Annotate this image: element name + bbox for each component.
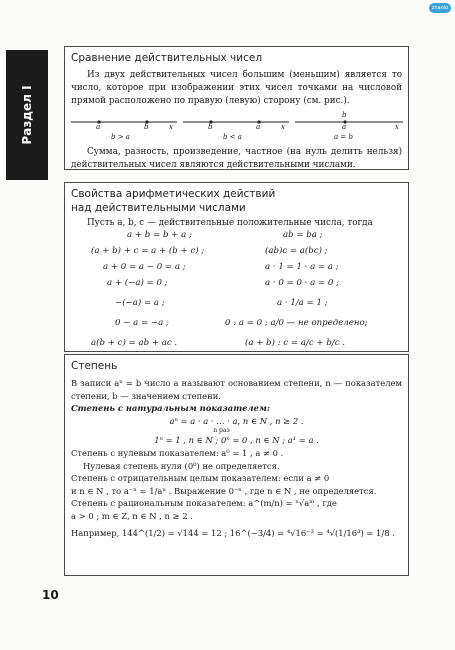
axis1-right: b	[144, 123, 149, 131]
properties-intro: Пусть a, b, c — действительные положительные числа, тогда	[87, 218, 373, 228]
right-formula: a · 1/a = 1 ;	[277, 298, 328, 308]
right-formula: (a + b) : c = a/c + b/c .	[245, 338, 345, 348]
zero-power-zero: Нулевая степень нуля (0⁰) не определяется.	[83, 460, 280, 471]
axis1-left: a	[96, 123, 101, 131]
left-formula: a(b + c) = ab + ac .	[91, 338, 178, 348]
axis2-caption: b < a	[223, 133, 242, 141]
properties-title-line2: над действительными числами	[71, 202, 246, 214]
publisher-logo: znanio	[429, 3, 451, 13]
properties-title	[65, 183, 408, 215]
left-formula: −(−a) = a ;	[115, 298, 165, 308]
left-formula: a + b = b + a ;	[127, 230, 192, 240]
natural-exponent-formula: aⁿ = a · a · … · a, n ∈ N , n ≥ 2 .	[169, 415, 304, 426]
closure-paragraph: Сумма, разность, произведение, частное (на нуль делить нельзя) действительных чисел являются действительными числами.	[71, 147, 402, 170]
properties-box	[64, 182, 409, 352]
power-content	[65, 377, 408, 539]
axis3-caption: a = b	[334, 133, 353, 141]
comparison-title: Сравнение действительных чисел	[71, 52, 263, 64]
axis2-left: b	[208, 123, 213, 131]
section-tab	[6, 50, 48, 180]
right-formula: ab = ba ;	[283, 230, 323, 240]
rational-exponent-rule: Степень с рациональным показателем: a^(m/n) = ⁿ√aᵐ , где	[71, 498, 337, 509]
axis3-over: b	[342, 111, 347, 119]
power-title: Степень	[71, 360, 118, 372]
right-formula: a · 0 = 0 · a = 0 ;	[265, 278, 339, 288]
rational-exponent-example: Например, 144^(1/2) = √144 = 12 ; 16^(−3/4) = ⁴√16⁻³ = ⁴√(1/16³) = 1/8 .	[71, 527, 395, 538]
power-definition: В записи aⁿ = b число a называют основанием степени, n — показателем степени, b — значением степени.	[71, 378, 402, 401]
axis2-x: x	[281, 123, 285, 131]
axis3-x: x	[395, 123, 399, 131]
axis3-left: a	[342, 123, 347, 131]
axis2-right: a	[256, 123, 261, 131]
negative-exponent-formula: и n ∈ N , то a⁻ⁿ = 1/aⁿ . Выражение 0⁻ⁿ , где n ∈ N , не определяется.	[71, 485, 377, 496]
page-number: 10	[42, 588, 59, 602]
power-box	[64, 354, 409, 576]
rational-exponent-conditions: a > 0 ; m ∈ Z, n ∈ N , n ≥ 2 .	[71, 510, 193, 521]
left-formula: a + 0 = a − 0 = a ;	[103, 262, 186, 272]
number-lines	[69, 110, 404, 146]
right-formula: (ab)c = a(bc) ;	[265, 246, 328, 256]
comparison-paragraph: Из двух действительных чисел большим (меньшим) является то число, которое при изображении этих чисел точками на числовой прямой расположено по правую (левую) сторону (см. рис.).	[71, 70, 402, 106]
right-formula: 0 : a = 0 ; a/0 — не определено;	[225, 318, 368, 328]
left-formula: (a + b) + c = a + (b + c) ;	[91, 246, 205, 256]
negative-exponent-rule: Степень с отрицательным целым показателем: если a ≠ 0	[71, 473, 330, 484]
n-times-note: n раз	[213, 427, 230, 435]
section-tab-label: Раздел I	[20, 85, 34, 145]
axis1-x: x	[169, 123, 173, 131]
properties-formulas	[65, 230, 408, 352]
natural-exponent-heading: Степень с натуральным показателем:	[71, 403, 270, 414]
properties-title-line1: Свойства арифметических действий	[71, 188, 276, 200]
left-formula: 0 − a = −a ;	[115, 318, 169, 328]
right-formula: a · 1 = 1 · a = a ;	[265, 262, 339, 272]
zero-exponent-rule: Степень с нулевым показателем: a⁰ = 1 , a ≠ 0 .	[71, 447, 284, 458]
special-powers: 1ⁿ = 1 , n ∈ N ; 0ⁿ = 0 , n ∈ N ; a¹ = a .	[154, 435, 319, 446]
comparison-box	[64, 46, 409, 170]
left-formula: a + (−a) = 0 ;	[107, 278, 168, 288]
axis1-caption: b > a	[111, 133, 130, 141]
